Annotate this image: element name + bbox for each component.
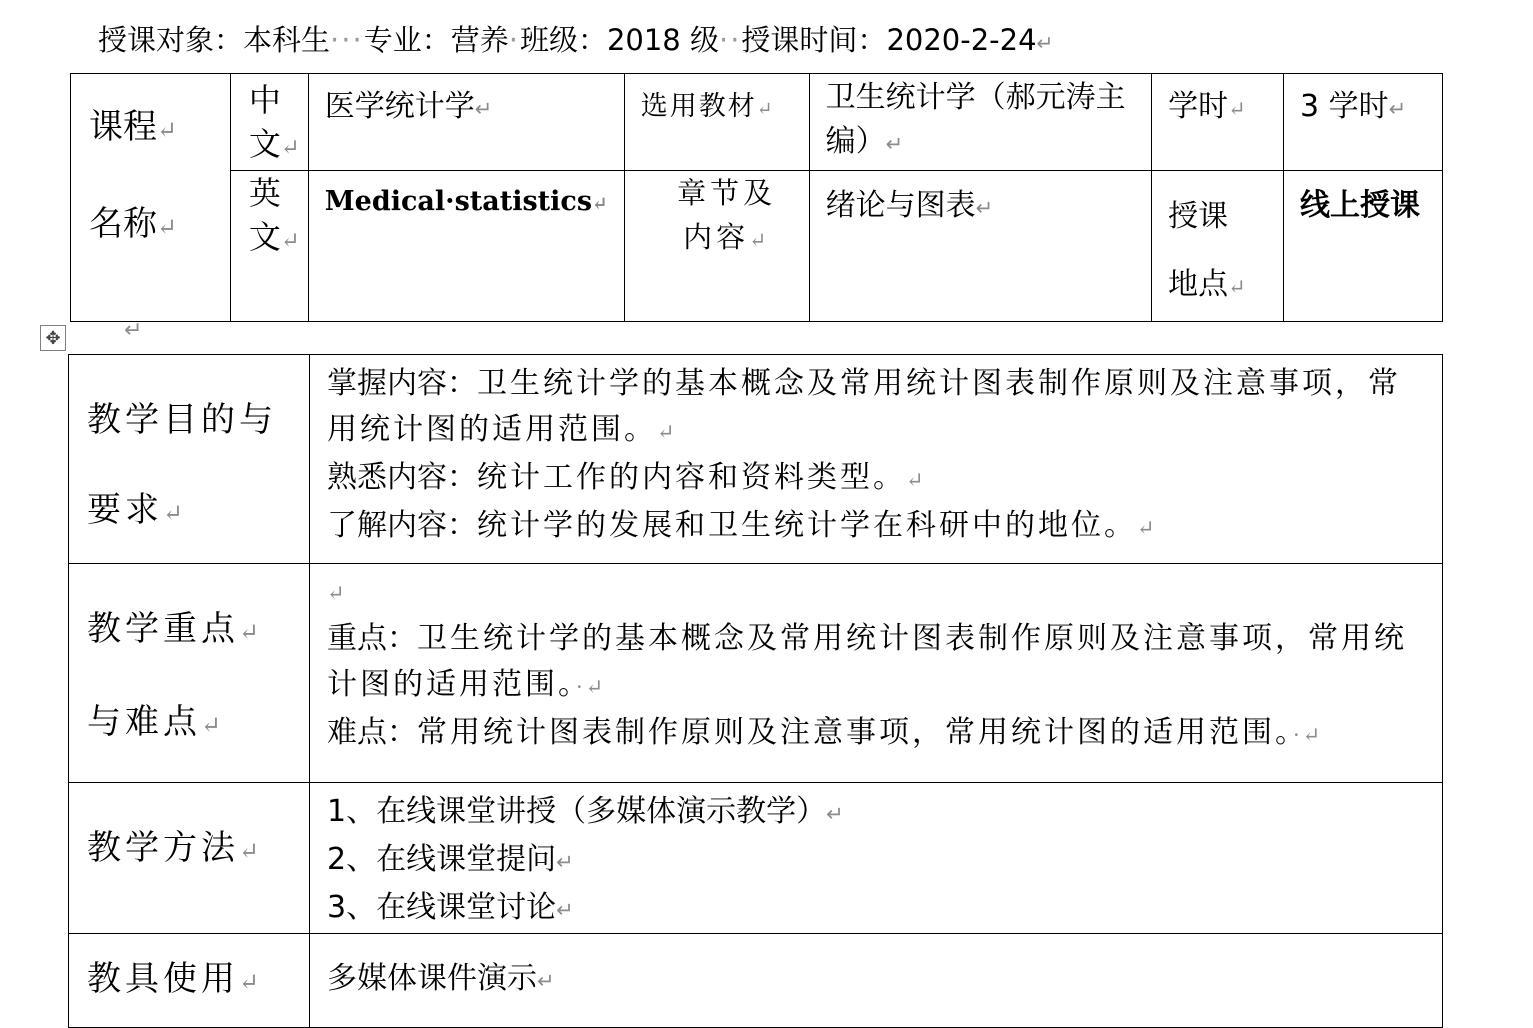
goals-label-2: 要求 (87, 490, 163, 530)
chapter-value: 绪论与图表 (825, 188, 976, 223)
place-value-cell (1284, 171, 1443, 322)
textbook-value: 卫生统计学（郝元涛主编） (825, 80, 1126, 159)
place-label-cell: 授课 地点↵ (1152, 171, 1284, 322)
major-label: 专业： (363, 23, 451, 57)
zh-name-cell: 医学统计学↵ (308, 74, 624, 171)
chapter-value-cell: 绪论与图表↵ (809, 171, 1152, 322)
zh-label-1: 中 (248, 81, 281, 119)
key-label-cell: 教学重点↵ 与难点↵ (69, 564, 310, 783)
method-item-3: 3、在线课堂讨论 (327, 890, 557, 925)
place-label-2: 地点 (1168, 267, 1229, 302)
hours-value: 3 学时 (1300, 89, 1389, 124)
key-label-2: 与难点 (87, 702, 201, 742)
course-name-label-2: 名称 (89, 204, 157, 244)
place-value: 线上授课 (1300, 188, 1420, 223)
method-item-2: 2、在线课堂提问 (327, 842, 557, 877)
teaching-plan-table (68, 354, 1443, 1028)
familiar-head: 熟悉内容： (327, 460, 477, 495)
know-head: 了解内容： (327, 508, 477, 543)
tools-content-cell: 多媒体课件演示↵ (310, 934, 1443, 1028)
table-move-handle-icon[interactable]: ✥ (40, 325, 66, 351)
hours-value-cell: 3 学时↵ (1284, 74, 1443, 171)
key-head: 重点： (327, 621, 417, 656)
en-label-2: 文 (248, 218, 281, 256)
familiar-text: 统计工作的内容和资料类型。 (477, 460, 906, 495)
time-value: 2020-2-24 (886, 23, 1037, 57)
major-value: 营养 (450, 23, 509, 57)
chapter-label: 章节及内容 (677, 176, 777, 254)
zh-course-name: 医学统计学 (324, 89, 475, 124)
key-text: 卫生统计学的基本概念及常用统计图表制作原则及注意事项，常用统计图的适用范围。 (327, 621, 1407, 702)
course-name-label-cell: 课程↵ 名称↵ (71, 74, 231, 322)
table-row (69, 564, 1443, 783)
hours-label: 学时 (1168, 89, 1229, 124)
audience-value: 本科生 (243, 23, 331, 57)
textbook-label-cell: 选用教材↵ (624, 74, 809, 171)
zh-label-2: 文 (248, 125, 281, 163)
chapter-label-cell: 章节及内容↵ (624, 171, 809, 322)
method-content-cell: 1、在线课堂讲授（多媒体演示教学）↵ 2、在线课堂提问↵ 3、在线课堂讨论↵ (310, 783, 1443, 934)
tools-value: 多媒体课件演示 (327, 961, 537, 996)
method-item-1: 1、在线课堂讲授（多媒体演示教学） (327, 794, 827, 829)
course-name-label-1: 课程 (89, 107, 157, 147)
table-row (69, 355, 1443, 564)
en-label-cell: 英 文↵ (230, 171, 308, 322)
method-label: 教学方法 (87, 828, 239, 868)
goals-content-cell: 掌握内容：卫生统计学的基本概念及常用统计图表制作原则及注意事项，常用统计图的适用范围。↵ 熟悉内容：统计工作的内容和资料类型。↵ 了解内容：统计学的发展和卫生统计学在科研中的地位。↵ (310, 355, 1443, 564)
key-label-1: 教学重点 (87, 609, 239, 649)
zh-label-cell: 中 文↵ (230, 74, 308, 171)
tools-label: 教具使用 (87, 959, 239, 999)
en-course-name: Medical·statistics (324, 186, 593, 217)
textbook-label: 选用教材 (640, 91, 757, 122)
key-content-cell: ↵ 重点：卫生统计学的基本概念及常用统计图表制作原则及注意事项，常用统计图的适用范围。·↵ 难点：常用统计图表制作原则及注意事项，常用统计图的适用范围。·↵ (310, 564, 1443, 783)
en-label-1: 英 (248, 174, 281, 212)
header-line: 授课对象：本科生···专业：营养·班级：2018 级··授课时间：2020-2-24↵ (98, 23, 1054, 57)
table-row (69, 934, 1443, 1028)
table-row (69, 783, 1443, 934)
goals-label-1: 教学目的与 (87, 400, 277, 440)
goals-label-cell: 教学目的与 要求↵ (69, 355, 310, 564)
master-text: 卫生统计学的基本概念及常用统计图表制作原则及注意事项，常用统计图的适用范围。 (327, 366, 1401, 447)
hard-head: 难点： (327, 715, 417, 750)
audience-label: 授课对象： (98, 23, 244, 57)
class-label: 班级： (519, 23, 607, 57)
hard-text: 常用统计图表制作原则及注意事项，常用统计图的适用范围。 (417, 715, 1293, 750)
place-label-1: 授课 (1168, 199, 1229, 234)
method-label-cell: 教学方法↵ (69, 783, 310, 934)
know-text: 统计学的发展和卫生统计学在科研中的地位。 (477, 508, 1137, 543)
textbook-value-cell: 卫生统计学（郝元涛主编）↵ (809, 74, 1152, 171)
paragraph-mark: ↵ (124, 318, 143, 343)
course-info-table (70, 73, 1443, 322)
class-value: 2018 级 (606, 23, 719, 57)
time-label: 授课时间： (741, 23, 887, 57)
master-head: 掌握内容： (327, 366, 477, 401)
tools-label-cell: 教具使用↵ (69, 934, 310, 1028)
en-name-cell: Medical·statistics↵ (308, 171, 624, 322)
hours-label-cell: 学时↵ (1152, 74, 1284, 171)
